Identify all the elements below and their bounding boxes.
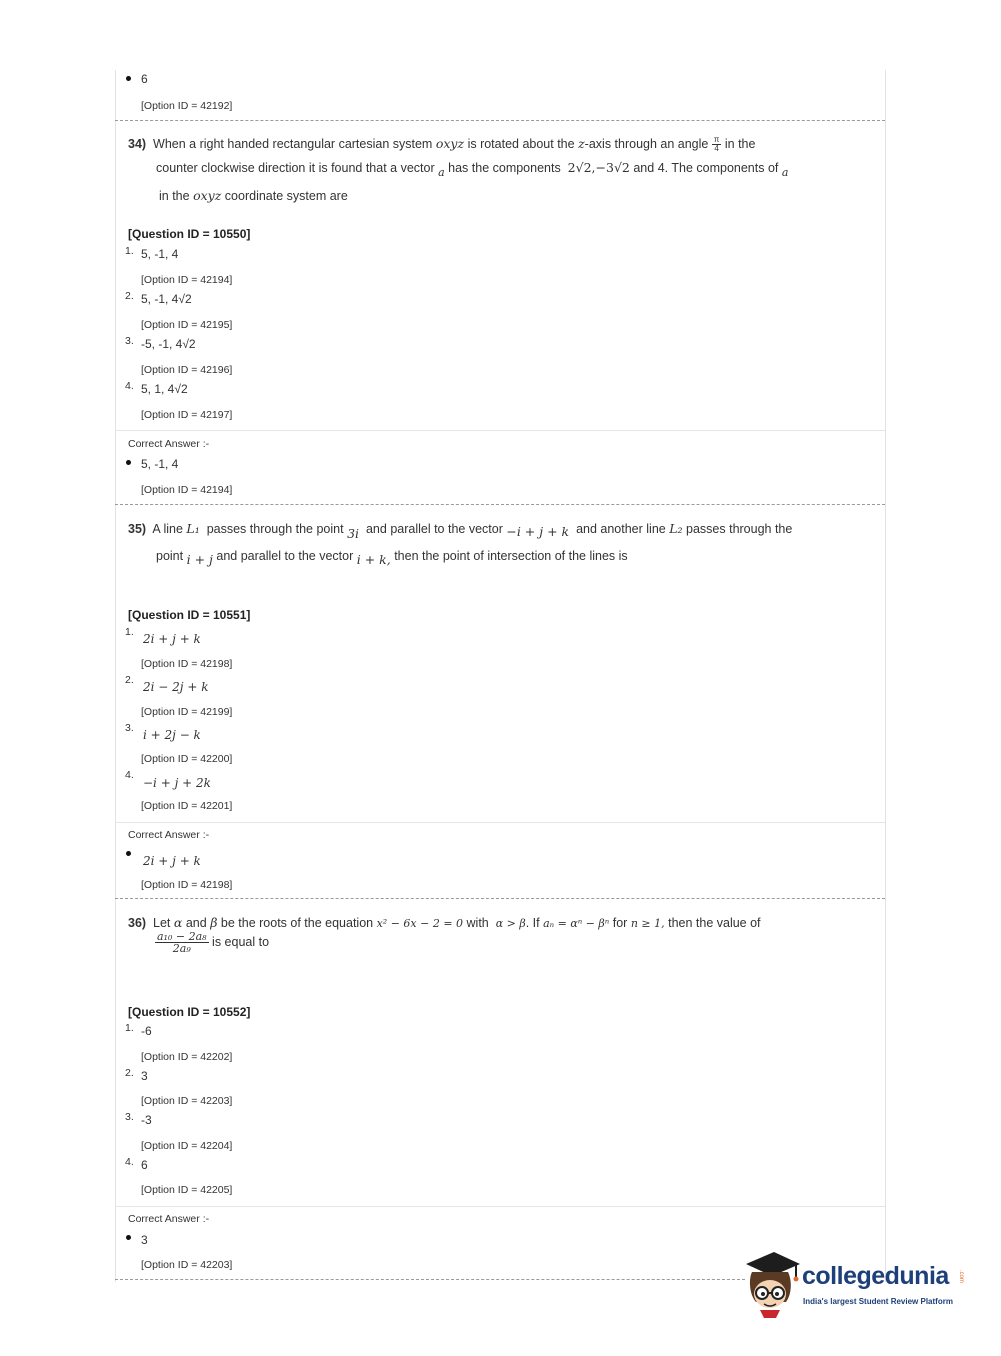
text: and parallel to the vector [216, 549, 354, 563]
math: n ≥ 1, [630, 917, 665, 930]
correct-answer-value: 5, -1, 4 [141, 457, 179, 471]
option-value: -5, -1, 4√2 [141, 337, 196, 351]
text: then the value of [668, 916, 761, 930]
option-value: -3 [141, 1113, 152, 1127]
text: for [612, 916, 628, 930]
option-id: [Option ID = 42201] [141, 800, 233, 812]
question-35-line2 [128, 545, 792, 571]
option-id: [Option ID = 42198] [141, 879, 233, 891]
numerator: π [713, 135, 720, 145]
math: aₙ = αⁿ − βⁿ [543, 917, 610, 930]
option-id: [Option ID = 42197] [141, 409, 233, 421]
text: in the [724, 137, 756, 151]
question-34-text [128, 132, 788, 208]
option-id: [Option ID = 42205] [141, 1184, 233, 1196]
text: be the roots of the equation [220, 916, 374, 930]
vector-symbol: a [781, 166, 789, 179]
text: coordinate system are [224, 189, 348, 203]
text: and [185, 916, 207, 930]
text: then the point of intersection of the lines is [394, 549, 628, 563]
option-value: 6 [141, 1158, 148, 1172]
option-number: 4. [125, 769, 134, 781]
option-number: 1. [125, 1022, 134, 1034]
correct-answer-value: 3 [141, 1233, 148, 1247]
question-id: [Question ID = 10551] [128, 608, 251, 622]
option-id: [Option ID = 42200] [141, 753, 233, 765]
fraction [155, 931, 209, 954]
math: x² − 6x − 2 = 0 [376, 917, 464, 930]
bullet [126, 1235, 131, 1240]
bullet [126, 460, 131, 465]
correct-answer-label: Correct Answer :- [128, 1213, 210, 1225]
option-number: 2. [125, 674, 134, 686]
math: α [173, 915, 183, 930]
question-id: [Question ID = 10550] [128, 227, 251, 241]
bullet [126, 76, 131, 81]
text: passes through the [686, 522, 793, 536]
brand-suffix: .com [958, 1270, 964, 1284]
vector-symbol: a [438, 166, 445, 179]
math: 2√2,−3√2 [567, 160, 630, 175]
math: i + j [186, 552, 213, 567]
option-number: 1. [125, 245, 134, 257]
math: z [578, 136, 585, 151]
option-number: 3. [125, 1111, 134, 1123]
answer-value: 6 [141, 72, 148, 86]
text: is rotated about the [467, 137, 575, 151]
brand-tagline: India's largest Student Review Platform [803, 1297, 953, 1306]
separator [115, 1279, 745, 1280]
divider [115, 1206, 885, 1207]
denominator: 4 [714, 144, 719, 154]
text: counter clockwise direction it is found that a vector [156, 161, 435, 175]
correct-answer-value: 2i + j + k [143, 854, 201, 868]
option-number: 4. [125, 1156, 134, 1168]
option-id: [Option ID = 42194] [141, 274, 233, 286]
option-value: 3 [141, 1069, 148, 1083]
text: and parallel to the vector [365, 522, 503, 536]
option-value: −i + j + 2k [143, 776, 211, 790]
mascot-logo-icon [740, 1250, 802, 1318]
option-value: i + 2j − k [143, 728, 201, 742]
option-value: 5, -1, 4 [141, 247, 179, 261]
text: is equal to [212, 934, 270, 949]
question-number: 36) [128, 916, 147, 930]
math: α > β [495, 917, 526, 930]
text: passes through the point [206, 522, 344, 536]
option-id: [Option ID = 42192] [141, 100, 233, 112]
question-34-line1 [128, 132, 788, 156]
math: β [210, 915, 218, 930]
question-number: 35) [128, 522, 147, 536]
option-id: [Option ID = 42195] [141, 319, 233, 331]
math: L₁ [186, 521, 200, 536]
option-value: 5, -1, 4√2 [141, 292, 192, 306]
divider [115, 430, 885, 431]
brand-wordmark: collegedunia [802, 1262, 949, 1290]
text: . If [525, 916, 540, 930]
text: A line [152, 522, 183, 536]
math: oxyz [435, 136, 465, 151]
math: −i + j + k [506, 524, 570, 539]
option-value: 2i + j + k [143, 632, 201, 646]
option-id: [Option ID = 42196] [141, 364, 233, 376]
option-id: [Option ID = 42203] [141, 1259, 233, 1271]
option-id: [Option ID = 42194] [141, 484, 233, 496]
math: i + k, [356, 552, 391, 567]
divider [115, 822, 885, 823]
question-id: [Question ID = 10552] [128, 1005, 251, 1019]
question-35-text [128, 517, 792, 571]
question-number: 34) [128, 137, 147, 151]
option-id: [Option ID = 42202] [141, 1051, 233, 1063]
option-number: 2. [125, 1067, 134, 1079]
text: When a right handed rectangular cartesian system [153, 137, 433, 151]
question-36-line2 [155, 931, 269, 954]
option-id: [Option ID = 42199] [141, 706, 233, 718]
text: has the components [448, 161, 561, 175]
option-number: 3. [125, 722, 134, 734]
option-value: -6 [141, 1024, 152, 1038]
text: and 4. The components of [633, 161, 779, 175]
text: Let [153, 916, 171, 930]
option-value: 2i − 2j + k [143, 680, 209, 694]
text: with [466, 916, 489, 930]
bullet [126, 851, 131, 856]
question-34-line3 [128, 184, 788, 208]
text: in the [159, 189, 190, 203]
text: point [156, 549, 184, 563]
question-34-line2 [128, 156, 788, 184]
correct-answer-label: Correct Answer :- [128, 438, 210, 450]
math: 3i [347, 526, 360, 541]
option-number: 3. [125, 335, 134, 347]
correct-answer-label: Correct Answer :- [128, 829, 210, 841]
numerator: a₁₀ − 2a₈ [157, 930, 207, 943]
math: oxyz [193, 188, 222, 203]
separator [115, 120, 885, 121]
option-number: 2. [125, 290, 134, 302]
option-number: 1. [125, 626, 134, 638]
option-number: 4. [125, 380, 134, 392]
separator [115, 898, 885, 899]
text: and another line [576, 522, 666, 536]
option-value: 5, 1, 4√2 [141, 382, 188, 396]
separator [115, 504, 885, 505]
denominator: 2a₉ [172, 942, 191, 955]
text: -axis through an angle [584, 137, 709, 151]
option-id: [Option ID = 42203] [141, 1095, 233, 1107]
question-35-line1 [128, 517, 792, 545]
option-id: [Option ID = 42198] [141, 658, 233, 670]
option-id: [Option ID = 42204] [141, 1140, 233, 1152]
fraction [712, 136, 722, 153]
math: L₂ [669, 521, 683, 536]
